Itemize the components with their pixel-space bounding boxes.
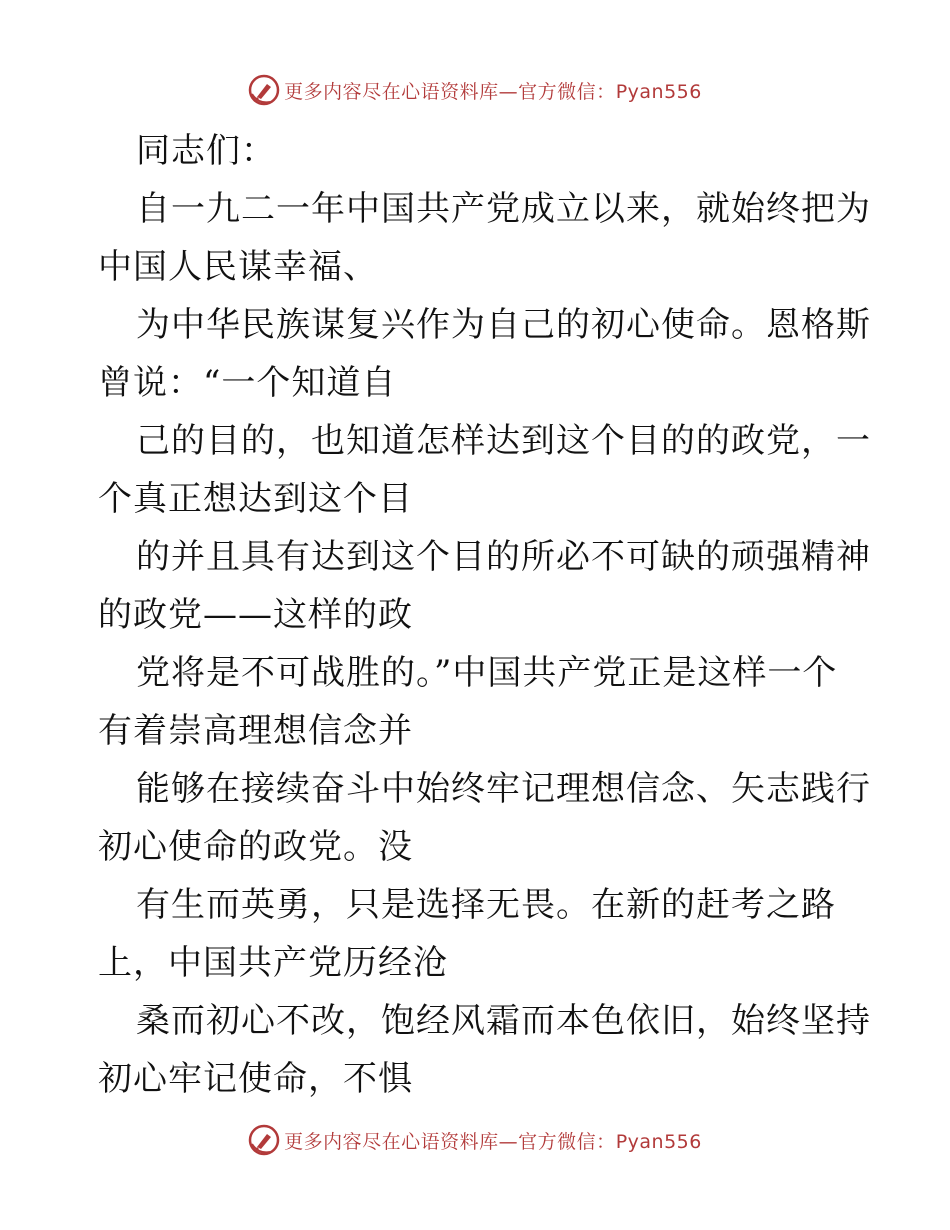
text-line: 有着崇高理想信念并 [98,711,413,751]
text-line: 桑而初心不改，饱经风霜而本色依旧，始终坚持 [136,1001,871,1041]
pen-nib-icon [248,1124,280,1156]
watermark-text: 更多内容尽在心语资料库—官方微信：Pyan556 [284,80,702,103]
text-line: 的政党——这样的政 [98,595,413,635]
text-line: 有生而英勇，只是选择无畏。在新的赶考之路 [136,885,836,925]
text-line: 上，中国共产党历经沧 [98,943,448,983]
text-line: 初心牢记使命，不惧 [98,1059,413,1099]
text-line: 同志们： [136,131,276,171]
text-line: 的并且具有达到这个目的所必不可缺的顽强精神 [136,537,871,577]
watermark-text: 更多内容尽在心语资料库—官方微信：Pyan556 [284,1130,702,1153]
text-line: 党将是不可战胜的。”中国共产党正是这样一个 [136,653,838,693]
text-line: 曾说：“一个知道自 [98,363,397,403]
text-line: 个真正想达到这个目 [98,479,413,519]
footer-watermark [0,1120,950,1160]
text-line: 自一九二一年中国共产党成立以来，就始终把为 [136,189,871,229]
text-line: 己的目的，也知道怎样达到这个目的的政党，一 [136,421,871,461]
text-line: 初心使命的政党。没 [98,827,413,867]
text-line: 中国人民谋幸福、 [98,247,378,287]
text-line: 为中华民族谋复兴作为自己的初心使命。恩格斯 [136,305,871,345]
pen-nib-icon [248,74,280,106]
document-body [98,122,871,1108]
header-watermark [0,70,950,110]
text-line: 能够在接续奋斗中始终牢记理想信念、矢志践行 [136,769,871,809]
